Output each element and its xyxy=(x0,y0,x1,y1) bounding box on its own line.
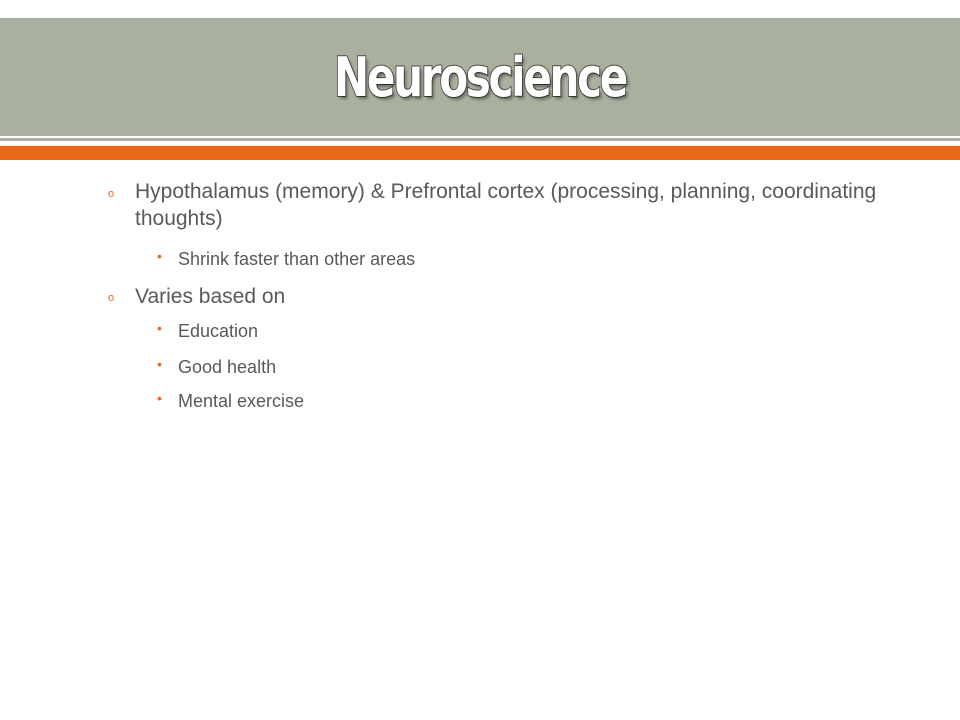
sub-bullet-text: Education xyxy=(178,321,259,341)
slide-title: Neuroscience xyxy=(333,45,626,109)
sub-bullet-text: Shrink faster than other areas xyxy=(178,249,416,269)
bullet-marker-icon: o xyxy=(108,188,115,200)
sub-bullet-text: Good health xyxy=(178,357,277,377)
sub-bullet-marker-icon: • xyxy=(157,390,162,406)
sub-bullet-marker-icon: • xyxy=(157,320,162,336)
bullet-marker-icon: o xyxy=(108,292,115,304)
bullet-text: Varies based on xyxy=(135,285,286,308)
bullet-text: Hypothalamus (memory) & Prefrontal cortex (processing, planning, coordinating thoughts) xyxy=(135,180,877,230)
sub-bullet-marker-icon: • xyxy=(157,248,162,264)
sub-bullet-text: Mental exercise xyxy=(178,391,305,411)
sub-bullet-marker-icon: • xyxy=(157,356,162,372)
